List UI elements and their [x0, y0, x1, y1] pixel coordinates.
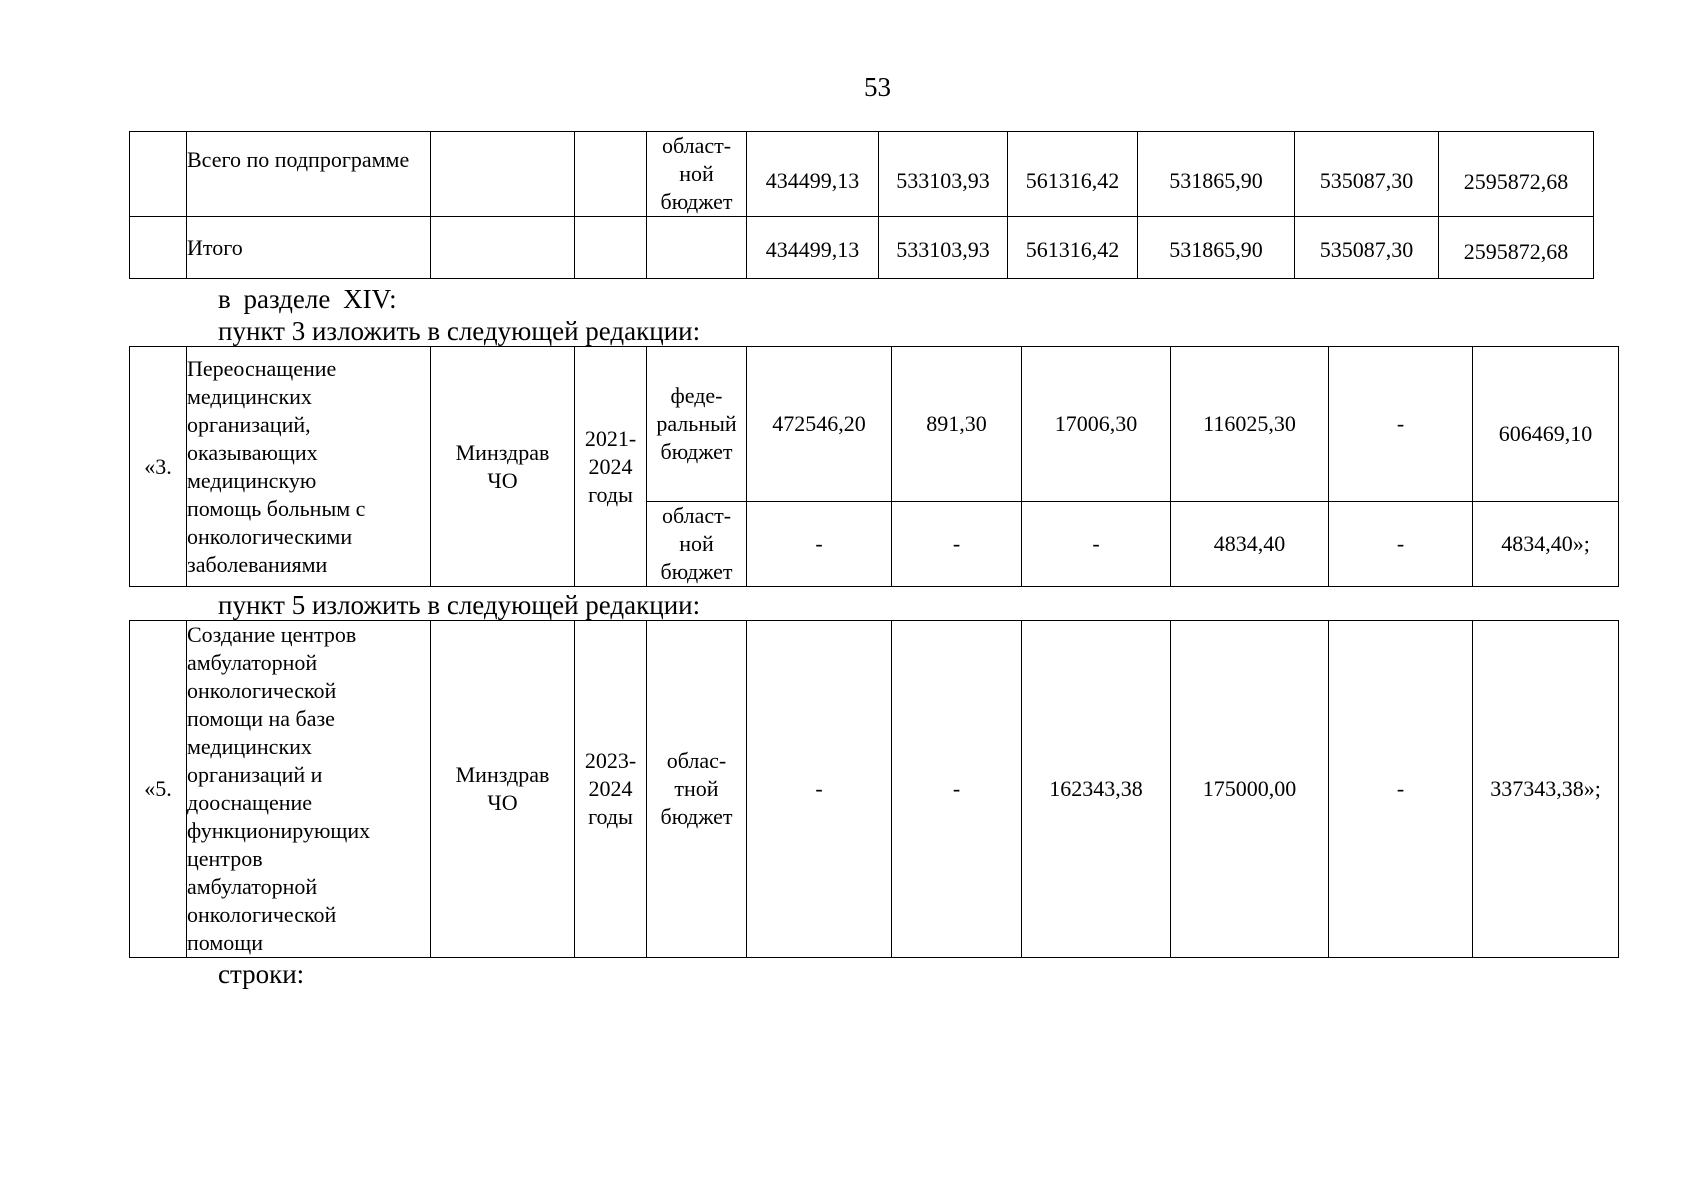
value-cell: 533103,93 [879, 217, 1008, 279]
source-line: бюджет [660, 559, 733, 584]
item-number: «3. [130, 347, 187, 587]
source-line: облас- [666, 748, 727, 773]
source-line: бюджет [660, 189, 733, 214]
page-number: 53 [864, 72, 891, 102]
name-line: амбулаторной [187, 874, 318, 899]
name-line: онкологической [187, 678, 337, 703]
value-cell: 606469,10 [1473, 347, 1619, 502]
name-line: дооснащение [187, 790, 313, 815]
name-line: Переоснащение [187, 355, 337, 381]
executor-line: ЧО [487, 790, 518, 815]
value-cell: 891,30 [892, 347, 1022, 502]
name-line: центров [187, 846, 263, 871]
executor-cell [431, 132, 575, 217]
name-line: Создание центров [187, 622, 357, 647]
value-cell: 434499,13 [747, 132, 879, 217]
source-line: тной [674, 776, 719, 801]
row-name: Итого [187, 217, 431, 279]
period-cell [575, 217, 647, 279]
value-cell: 4834,40 [1171, 502, 1329, 587]
source-cell [647, 502, 747, 587]
value-cell: 472546,20 [747, 347, 892, 502]
value-cell: - [1329, 621, 1473, 958]
name-line: помощи [187, 930, 263, 955]
value-cell: 434499,13 [747, 217, 879, 279]
name-line: функционирующих [187, 818, 371, 843]
period-cell [575, 132, 647, 217]
name-line: организаций, [187, 411, 311, 437]
name-line: медицинскую [187, 467, 317, 493]
executor-line: ЧО [487, 467, 518, 493]
name-line: онкологическими [187, 523, 353, 549]
value-cell: 531865,90 [1138, 217, 1295, 279]
source-cell [647, 347, 747, 502]
value-cell: - [1329, 502, 1473, 587]
executor-cell [431, 217, 575, 279]
row-name: Всего по подпрограмме [187, 132, 431, 217]
value-cell: 531865,90 [1138, 132, 1295, 217]
value-cell: - [892, 502, 1022, 587]
table-row [130, 217, 1594, 279]
name-line: помощи на базе [187, 706, 335, 731]
name-line: помощь больным с [187, 495, 366, 521]
value-cell: 175000,00 [1171, 621, 1329, 958]
item-name [187, 347, 431, 587]
period-line: 2024 [588, 776, 633, 801]
table-row [130, 621, 1619, 958]
executor-cell [431, 621, 575, 958]
executor-line: Минздрав [455, 762, 550, 787]
name-line: медицинских [187, 734, 312, 759]
value-cell: 162343,38 [1022, 621, 1171, 958]
source-line: област- [661, 503, 732, 528]
source-line: бюджет [660, 439, 733, 464]
value-cell: 4834,40»; [1473, 502, 1619, 587]
executor-cell [431, 347, 575, 587]
period-cell [575, 347, 647, 587]
source-cell [647, 217, 747, 279]
name-line: медицинских [187, 383, 312, 409]
period-line: годы [588, 481, 633, 507]
executor-line: Минздрав [455, 439, 550, 465]
source-cell [647, 132, 747, 217]
value-cell: 337343,38»; [1473, 621, 1619, 958]
value-cell: 116025,30 [1171, 347, 1329, 502]
source-line: феде- [670, 383, 723, 408]
value-cell: 535087,30 [1295, 217, 1439, 279]
table-row [130, 347, 1619, 502]
source-line: бюджет [660, 804, 733, 829]
name-line: онкологической [187, 902, 337, 927]
value-cell: 2595872,68 [1439, 217, 1594, 279]
value-cell: - [892, 621, 1022, 958]
totals-table [129, 131, 1594, 279]
item-number: «5. [130, 621, 187, 958]
value-cell: - [1329, 347, 1473, 502]
value-cell: 535087,30 [1295, 132, 1439, 217]
value-cell: 561316,42 [1008, 217, 1138, 279]
period-line: годы [588, 804, 633, 829]
value-cell: 17006,30 [1022, 347, 1171, 502]
item-name [187, 621, 431, 958]
name-line: организаций и [187, 762, 323, 787]
name-line: заболеваниями [187, 551, 328, 577]
row-number [130, 217, 187, 279]
period-cell [575, 621, 647, 958]
period-line: 2024 [588, 453, 633, 479]
section-paragraph: пункт 3 изложить в следующей редакции: [218, 316, 701, 346]
value-cell: 533103,93 [879, 132, 1008, 217]
source-line: ной [679, 161, 714, 186]
value-cell: - [747, 502, 892, 587]
source-cell [647, 621, 747, 958]
source-line: област- [661, 133, 732, 158]
section-paragraph: в разделе XIV: [218, 284, 397, 314]
source-line: ной [679, 531, 714, 556]
table-row [130, 132, 1594, 217]
section-paragraph: пункт 5 изложить в следующей редакции: [218, 590, 701, 620]
row-number [130, 132, 187, 217]
name-line: оказывающих [187, 439, 318, 465]
item-5-table [129, 620, 1619, 958]
value-cell: - [747, 621, 892, 958]
value-cell: 561316,42 [1008, 132, 1138, 217]
period-line: 2021- [584, 425, 637, 451]
name-line: амбулаторной [187, 650, 318, 675]
source-line: ральный [656, 411, 737, 436]
period-line: 2023- [584, 748, 637, 773]
item-3-table [129, 346, 1619, 587]
section-paragraph: строки: [218, 959, 305, 989]
value-cell: - [1022, 502, 1171, 587]
value-cell: 2595872,68 [1439, 132, 1594, 217]
